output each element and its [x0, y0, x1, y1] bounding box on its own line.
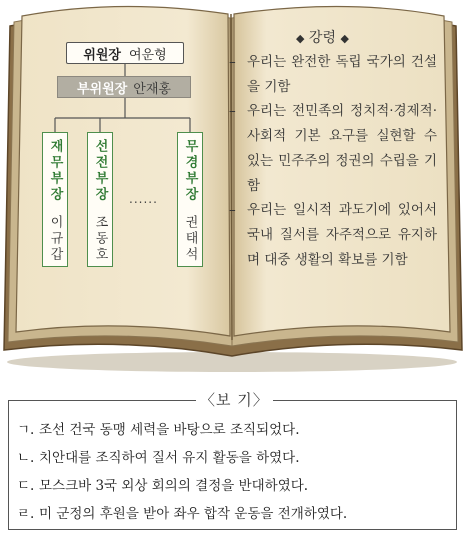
- bogi-marker: ㄴ.: [17, 450, 35, 466]
- dash-marker: –: [229, 103, 236, 120]
- department-title: 재무부장: [47, 139, 63, 203]
- bogi-text: 모스크바 3국 외상 회의의 결정을 반대하였다.: [39, 478, 309, 494]
- vice-chair-box: [57, 76, 191, 98]
- bogi-marker: ㄱ.: [17, 422, 35, 438]
- department-box-propaganda: [87, 132, 113, 267]
- bogi-text: 미 군정의 후원을 받아 좌우 합작 운동을 전개하였다.: [39, 506, 348, 522]
- chair-role: 위원장: [83, 47, 121, 63]
- department-box-finance: [42, 132, 68, 267]
- program-item-text: 우리는 전민족의 정치적·경제적·사회적 기본 요구를 실현할 수 있는 민주주의 정권의 수립을 기함: [247, 103, 437, 194]
- bogi-item: [17, 500, 347, 528]
- program-title: [296, 27, 349, 47]
- bogi-item: [17, 416, 347, 444]
- bogi-list: [17, 416, 347, 528]
- ellipsis: ......: [129, 192, 158, 206]
- department-head-name: 조동호: [92, 215, 108, 263]
- department-head-name: 권태석: [182, 215, 198, 263]
- program-item-text: 우리는 완전한 독립 국가의 건설을 기함: [247, 54, 437, 95]
- program-item: [229, 99, 437, 198]
- department-title: 선전부장: [92, 139, 108, 203]
- diamond-icon: ◆: [296, 32, 305, 45]
- chair-box: [66, 42, 184, 64]
- dash-marker: –: [229, 54, 236, 70]
- diamond-icon: ◆: [340, 32, 349, 45]
- program-item: [229, 198, 437, 272]
- dash-marker: –: [229, 202, 236, 219]
- program-item-text: 우리는 일시적 과도기에 있어서 국내 질서를 자주적으로 유지하며 대중 생활의 확보를 기함: [247, 202, 437, 268]
- bogi-marker: ㄹ.: [17, 506, 35, 522]
- program-item: [229, 50, 437, 99]
- program-title-text: 강령: [308, 30, 336, 46]
- department-title: 무경부장: [182, 139, 198, 203]
- bogi-item: [17, 444, 347, 472]
- bogi-marker: ㄷ.: [17, 478, 35, 494]
- program-list: [229, 50, 437, 272]
- department-head-name: 이규갑: [47, 215, 63, 263]
- chair-name: 여운형: [129, 47, 167, 63]
- vice-chair-name: 안재홍: [133, 81, 171, 97]
- vice-chair-role: 부위원장: [77, 81, 128, 97]
- department-box-security: [177, 132, 203, 267]
- bogi-text: 조선 건국 동맹 세력을 바탕으로 조직되었다.: [39, 422, 300, 438]
- bogi-title: 〈보 기〉: [196, 389, 273, 410]
- bogi-item: [17, 472, 347, 500]
- bogi-text: 치안대를 조직하여 질서 유지 활동을 하였다.: [39, 450, 300, 466]
